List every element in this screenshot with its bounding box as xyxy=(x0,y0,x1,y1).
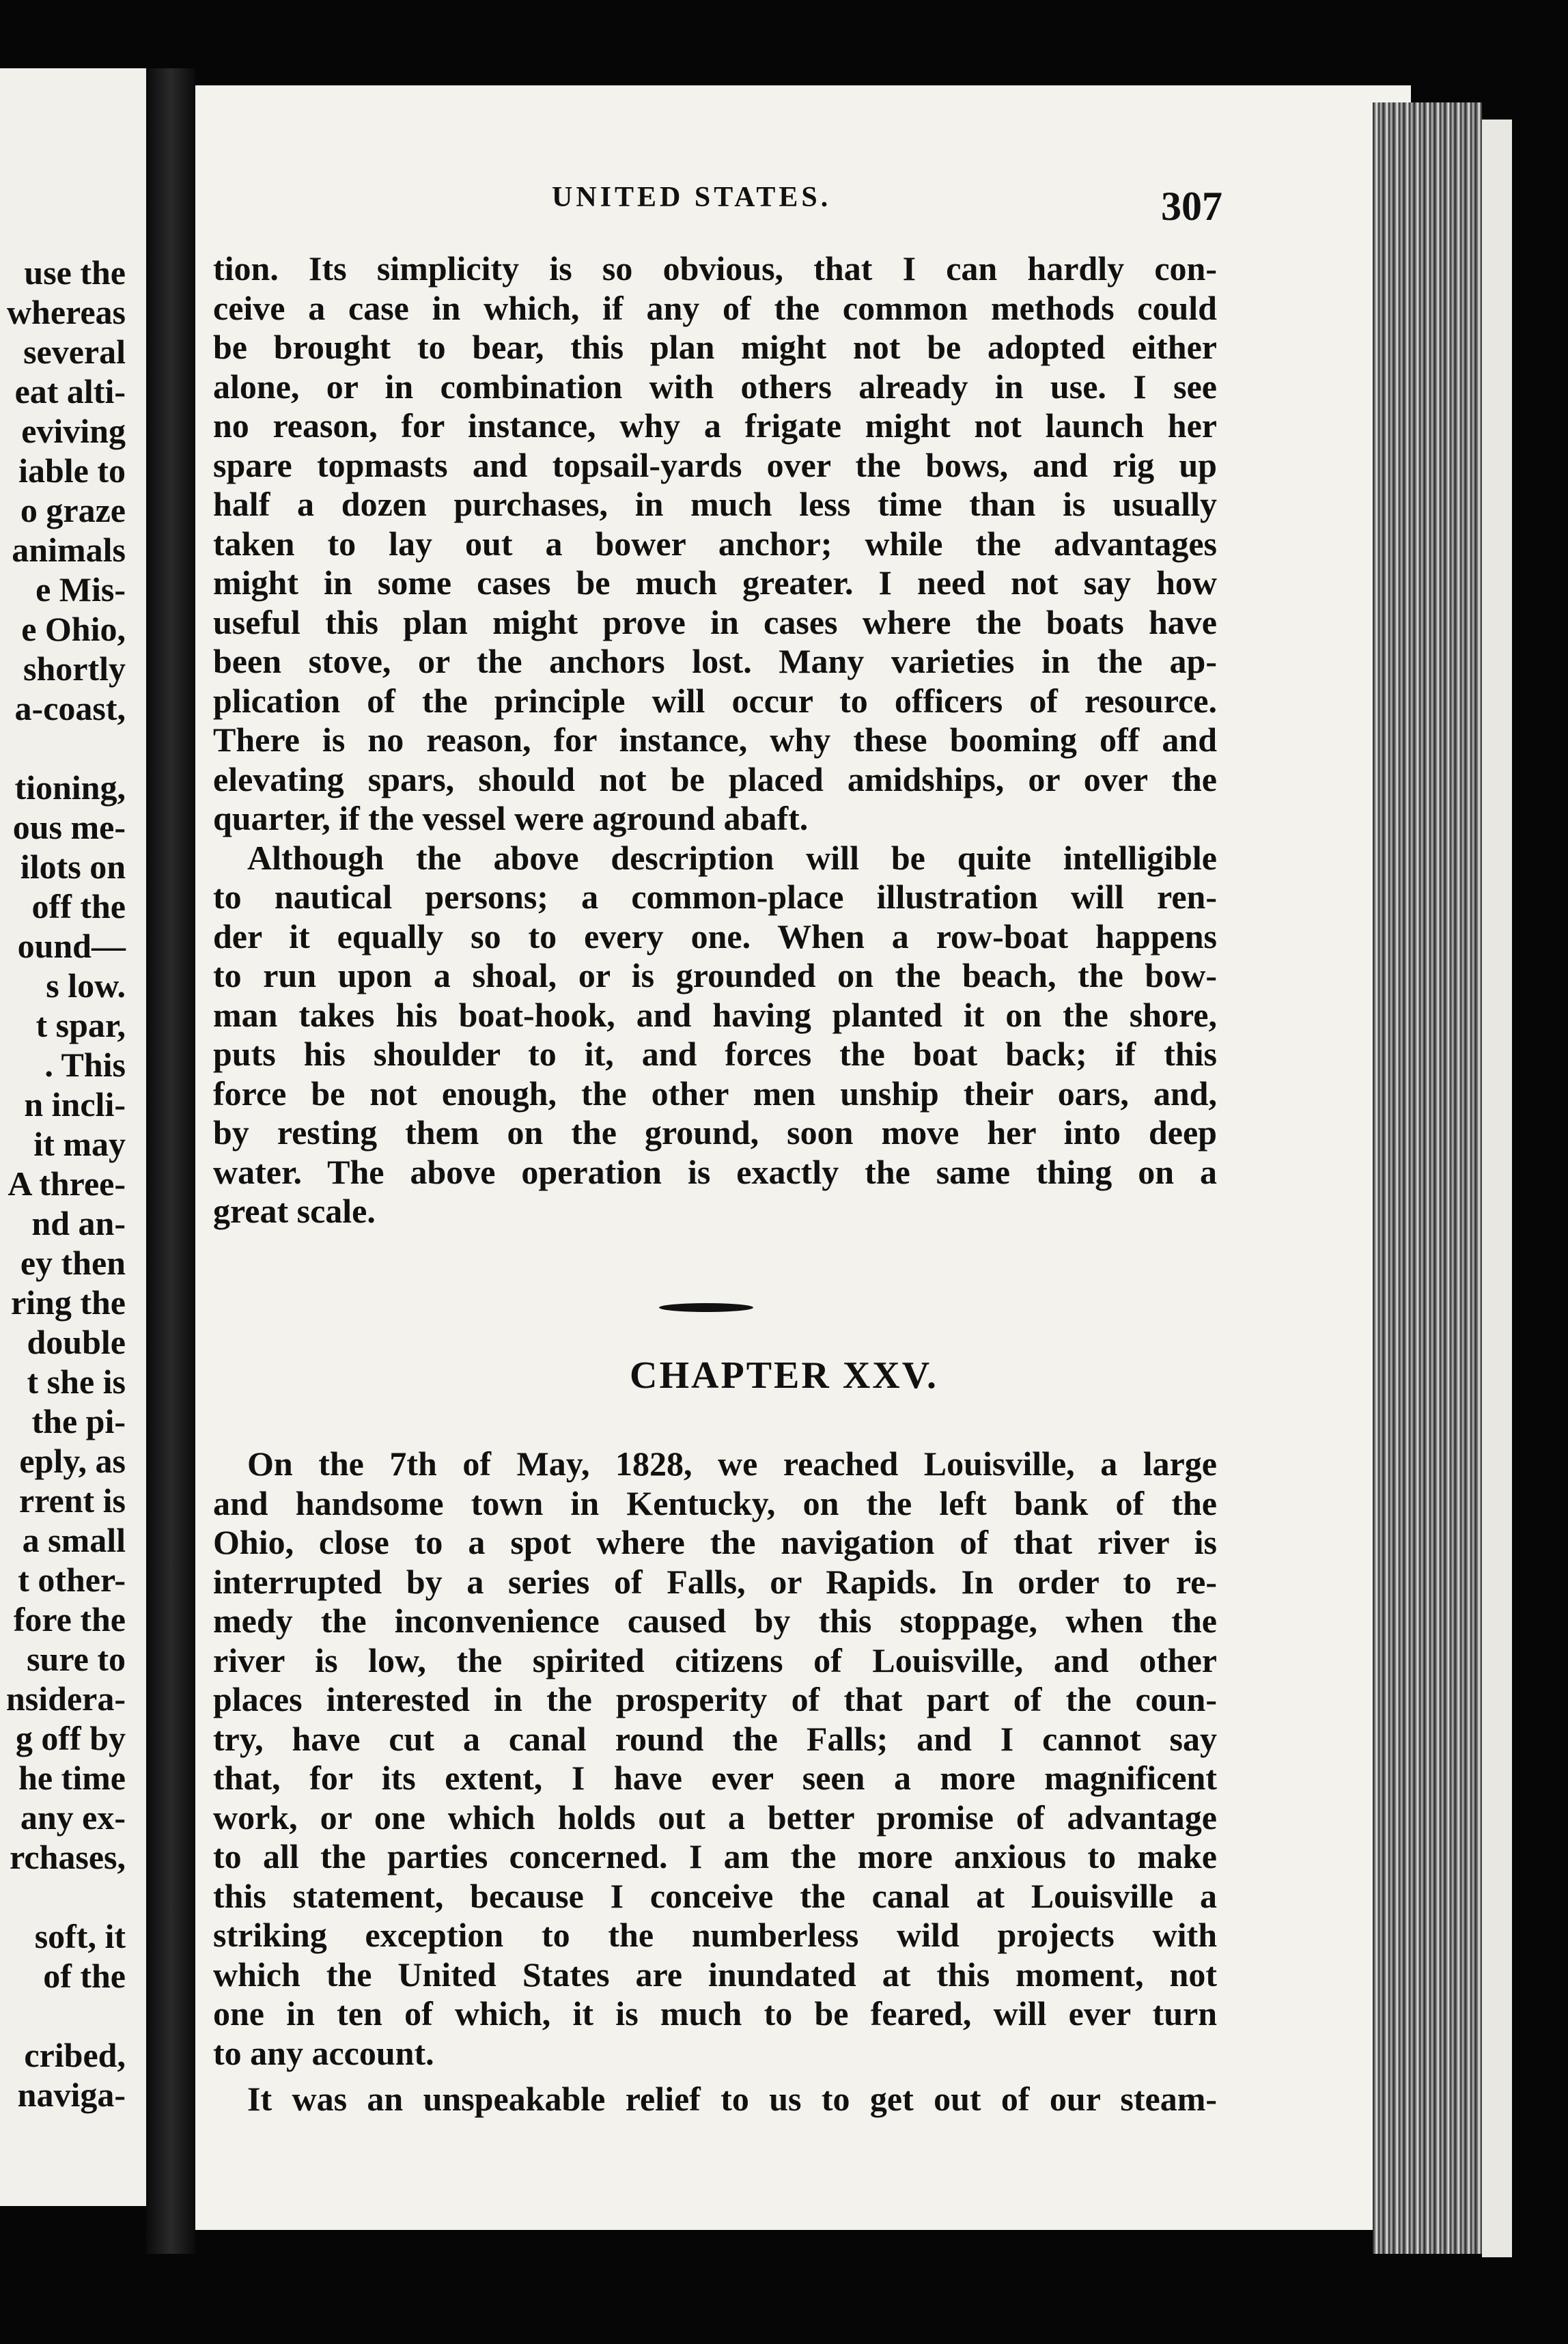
text-line: be brought to bear, this plan might not be adopted either xyxy=(213,328,1217,366)
facing-line: use the xyxy=(24,253,126,292)
text-line: It was an unspeakable relief to us to get out of our steam- xyxy=(247,2080,1217,2118)
text-line: no reason, for instance, why a frigate might not launch her xyxy=(213,406,1217,445)
facing-line: a-coast, xyxy=(14,689,126,727)
text-line: try, have cut a canal round the Falls; and I cannot say xyxy=(213,1719,1217,1758)
text-line: elevating spars, should not be placed amidships, or over the xyxy=(213,759,1217,798)
page-edges xyxy=(1373,102,1482,2254)
text-line: quarter, if the vessel were aground abaft. xyxy=(213,799,809,837)
facing-line: t she is xyxy=(27,1363,126,1401)
facing-line: eply, as xyxy=(19,1442,126,1480)
text-line: plication of the principle will occur to officers of resource. xyxy=(213,681,1217,720)
facing-line: fore the xyxy=(13,1600,126,1638)
text-line: puts his shoulder to it, and forces the boat back; if this xyxy=(213,1035,1217,1073)
facing-line: naviga- xyxy=(17,2076,126,2114)
section-rule xyxy=(659,1303,753,1312)
facing-line: several xyxy=(23,333,126,371)
text-line: useful this plan might prove in cases where the boats have xyxy=(213,602,1217,641)
text-line: to run upon a shoal, or is grounded on the beach, the bow- xyxy=(213,956,1217,994)
facing-line: tioning, xyxy=(14,768,126,807)
facing-line: g off by xyxy=(15,1719,126,1757)
text-line: taken to lay out a bower anchor; while the advantages xyxy=(213,524,1217,563)
facing-line: rrent is xyxy=(19,1481,126,1520)
text-line: great scale. xyxy=(213,1192,376,1230)
facing-line: animals xyxy=(12,531,126,569)
text-line: spare topmasts and topsail-yards over the bows, and rig up xyxy=(213,445,1217,484)
facing-line: e Mis- xyxy=(36,570,126,609)
text-line: by resting them on the ground, soon move her into deep xyxy=(213,1113,1217,1152)
text-line: water. The above operation is exactly the same thing on a xyxy=(213,1152,1217,1191)
text-line: interrupted by a series of Falls, or Rapids. In order to re- xyxy=(213,1562,1217,1601)
text-line: man takes his boat-hook, and having planted it on the shore, xyxy=(213,995,1217,1034)
text-line: that, for its extent, I have ever seen a more magnificent xyxy=(213,1759,1217,1797)
chapter-heading: CHAPTER XXV. xyxy=(630,1354,938,1397)
text-line: and handsome town in Kentucky, on the left bank of the xyxy=(213,1483,1217,1522)
facing-line: shortly xyxy=(23,650,126,688)
text-line: alone, or in combination with others already in use. I see xyxy=(213,367,1217,406)
facing-line: n incli- xyxy=(24,1085,126,1124)
facing-line: . This xyxy=(44,1046,126,1084)
facing-line: s low. xyxy=(46,966,126,1005)
paragraph-block xyxy=(213,249,1217,1231)
text-line: medy the inconvenience caused by this stoppage, when the xyxy=(213,1602,1217,1640)
facing-line xyxy=(0,1877,126,1916)
text-line: Although the above description will be quite intelligible xyxy=(247,838,1217,877)
text-line: ceive a case in which, if any of the common methods could xyxy=(213,288,1217,327)
facing-page-text xyxy=(0,253,126,2115)
facing-line xyxy=(0,728,126,768)
page-number: 307 xyxy=(1161,184,1222,229)
facing-line: nd an- xyxy=(31,1204,126,1242)
facing-line: ring the xyxy=(10,1283,126,1322)
text-line: der it equally so to every one. When a row-boat happens xyxy=(213,917,1217,955)
text-line: half a dozen purchases, in much less time than is usually xyxy=(213,485,1217,523)
facing-line: o graze xyxy=(20,491,126,529)
facing-line: ilots on xyxy=(20,848,126,886)
book-gutter xyxy=(146,68,195,2254)
facing-line: rchases, xyxy=(10,1838,126,1876)
facing-line: sure to xyxy=(27,1640,126,1678)
facing-line: of the xyxy=(43,1957,126,1995)
text-line: to nautical persons; a common-place illustration will ren- xyxy=(213,878,1217,916)
text-line: which the United States are inundated at this moment, not xyxy=(213,1955,1217,1994)
text-line: work, or one which holds out a better promise of advantage xyxy=(213,1798,1217,1837)
text-line: There is no reason, for instance, why these booming off and xyxy=(213,721,1217,759)
facing-line: t spar, xyxy=(36,1006,126,1044)
paragraph-block xyxy=(213,2080,1217,2119)
text-line: been stove, or the anchors lost. Many varieties in the ap- xyxy=(213,642,1217,680)
facing-line: a small xyxy=(22,1521,126,1559)
facing-line xyxy=(0,1996,126,2035)
text-line: to any account. xyxy=(213,2033,434,2072)
facing-line: cribed, xyxy=(24,2036,126,2074)
paragraph-block xyxy=(213,1445,1217,2073)
text-line: one in ten of which, it is much to be feared, will ever turn xyxy=(213,1994,1217,2033)
facing-page xyxy=(0,68,146,2206)
facing-line: it may xyxy=(33,1125,126,1163)
text-line: Ohio, close to a spot where the navigation of that river is xyxy=(213,1523,1217,1561)
facing-line: off the xyxy=(31,887,126,925)
facing-line: nsidera- xyxy=(6,1679,126,1718)
running-head: UNITED STATES. xyxy=(552,182,832,213)
facing-line: ound— xyxy=(17,927,126,965)
back-cover-edge xyxy=(1482,120,1512,2257)
facing-line: A three- xyxy=(8,1164,126,1203)
facing-line: t other- xyxy=(18,1561,126,1599)
facing-line: iable to xyxy=(18,451,126,490)
facing-line: double xyxy=(27,1323,126,1361)
text-line: tion. Its simplicity is so obvious, that I can hardly con- xyxy=(213,249,1217,288)
facing-line: he time xyxy=(18,1759,126,1797)
text-line: to all the parties concerned. I am the more anxious to make xyxy=(213,1837,1217,1875)
facing-line: whereas xyxy=(6,293,126,331)
facing-line: ey then xyxy=(20,1244,126,1282)
text-line: force be not enough, the other men unship their oars, and, xyxy=(213,1074,1217,1113)
text-line: might in some cases be much greater. I need not say how xyxy=(213,563,1217,602)
facing-line: e Ohio, xyxy=(21,610,126,648)
text-line: river is low, the spirited citizens of Louisville, and other xyxy=(213,1641,1217,1679)
text-line: striking exception to the numberless wild projects with xyxy=(213,1916,1217,1954)
facing-line: ous me- xyxy=(12,808,126,846)
text-line: this statement, because I conceive the canal at Louisville a xyxy=(213,1876,1217,1915)
facing-line: any ex- xyxy=(20,1798,126,1837)
facing-line: the pi- xyxy=(31,1402,126,1440)
facing-line: eat alti- xyxy=(14,372,126,410)
facing-line: eviving xyxy=(21,412,126,450)
facing-line: soft, it xyxy=(34,1917,126,1955)
text-line: places interested in the prosperity of that part of the coun- xyxy=(213,1680,1217,1718)
text-line: On the 7th of May, 1828, we reached Louisville, a large xyxy=(247,1445,1217,1483)
